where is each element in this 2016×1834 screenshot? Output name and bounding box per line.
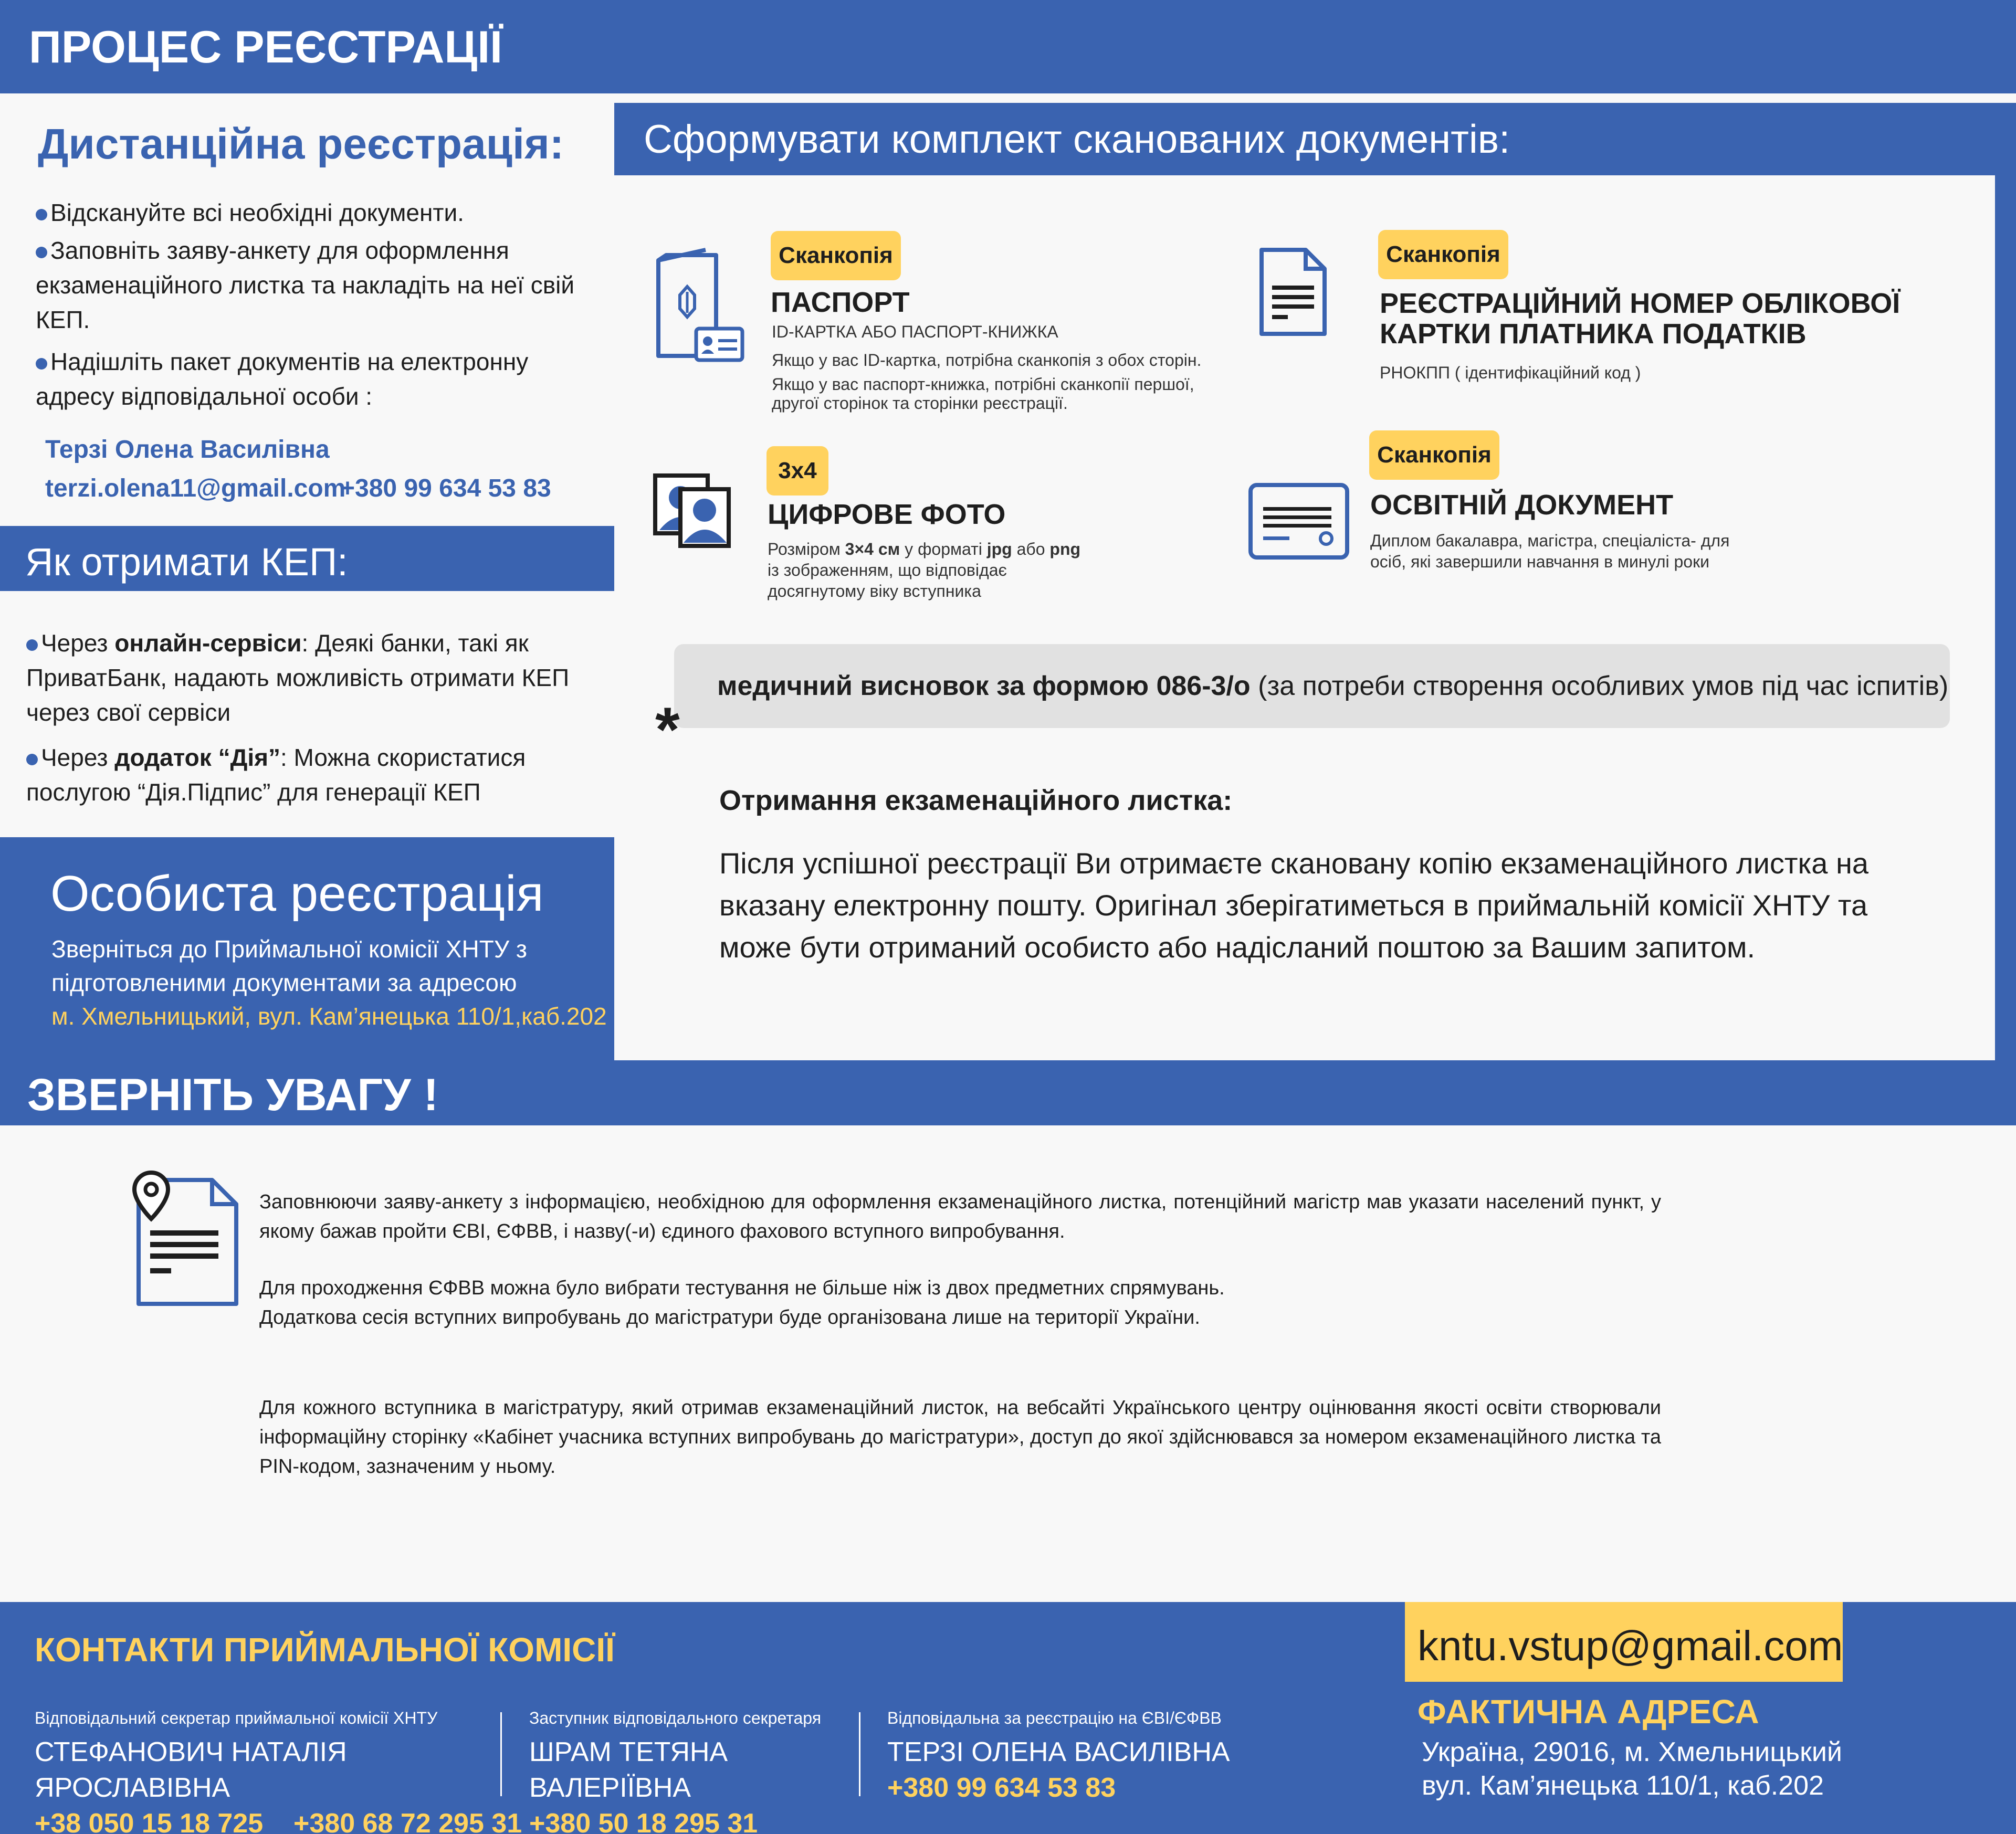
photo-note: Розміром 3×4 см у форматі jpg або png із зображенням, що відповідає досягнутому віку вступника [768, 540, 1081, 600]
exam-sheet-text: Після успішної реєстрації Ви отримаєте скановану копію екзаменаційного листка на вказану електронну пошту. Оригінал зберігатиметься в приймальній комісії ХНТУ та може бути отриманий особисто або надісланий поштою за Вашим запитом. [719, 847, 1869, 964]
tax-subtitle: РНОКПП ( ідентифікаційний код ) [1380, 363, 1641, 382]
list-item: Через додаток “Дія”: Можна скористатися послугою “Дія.Підпис” для генерації КЕП [26, 744, 526, 806]
personal-text: Зверніться до Приймальної комісії ХНТУ з підготовленими документами за адресою [51, 935, 527, 996]
passport-title: ПАСПОРТ [771, 287, 910, 318]
passport-note-1: Якщо у вас ID-картка, потрібна сканкопія з обох сторін. [772, 351, 1202, 370]
contact-role: Заступник відповідального секретаря [529, 1709, 822, 1727]
attention-paragraph-1: Заповнюючи заяву-анкету з інформацією, необхідною для оформлення екзаменаційного листка, потенційний магістр мав указати населений пункт, у якому бажав пройти ЄВІ, ЄФВВ, і назву(-и) єдиного фахового вступного випробування. [259, 1191, 1661, 1242]
contact-person-name: СТЕФАНОВИЧ НАТАЛІЯ ЯРОСЛАВІВНА [35, 1737, 347, 1803]
kep-list [26, 626, 583, 809]
personal-heading: Особиста реєстрація [50, 866, 544, 922]
exam-sheet-heading: Отримання екзаменаційного листка: [719, 785, 1233, 816]
personal-address: м. Хмельницький, вул. Кам’янецька 110/1,каб.202 [51, 1003, 607, 1030]
remote-heading: Дистанційна реєстрація: [38, 120, 564, 168]
education-note: Диплом бакалавра, магістра, спеціаліста- для осіб, які завершили навчання в минулі роки [1370, 531, 1730, 571]
contact-name: Терзі Олена Василівна [45, 436, 330, 463]
list-item: Через онлайн-сервіси: Деякі банки, такі як ПриватБанк, надають можливість отримати КЕП через свої сервіси [26, 629, 570, 726]
list-item: Відскануйте всі необхідні документи. [36, 195, 592, 230]
remote-list [36, 195, 592, 414]
bullet-icon [26, 754, 38, 765]
bullet-icon [26, 639, 38, 651]
scan-badge: Сканкопія [1369, 430, 1499, 480]
attention-paragraph-3: Для кожного вступника в магістратуру, який отримав екзаменаційний листок, на вебсайті Українського центру оцінювання якості освіти створювали інформаційну сторінку «Кабінет учасника вступних випробувань до магістратури», доступ до якої здійснювався за номером екзаменаційного листка та PIN-кодом, зазначеним у ньому. [259, 1397, 1661, 1478]
contact-person-phone[interactable]: +38 050 15 18 725 +380 68 72 295 31 [35, 1808, 522, 1834]
document-icon [1257, 246, 1329, 338]
address-line-2: вул. Кам’янецька 110/1, каб.202 [1422, 1770, 1824, 1801]
contact-person-name: ТЕРЗІ ОЛЕНА ВАСИЛІВНА [887, 1737, 1230, 1767]
contact-role: Відповідальна за реєстрацію на ЄВІ/ЄФВВ [887, 1709, 1222, 1727]
page-title: ПРОЦЕС РЕЄСТРАЦІЇ [29, 22, 502, 72]
tax-title-line-2: КАРТКИ ПЛАТНИКА ПОДАТКІВ [1380, 318, 1807, 350]
footer-divider [500, 1712, 502, 1796]
photo-icon [650, 471, 734, 550]
footer-heading: КОНТАКТИ ПРИЙМАЛЬНОЇ КОМІСІЇ [35, 1631, 615, 1669]
address-heading: ФАКТИЧНА АДРЕСА [1418, 1693, 1759, 1731]
scan-badge: Сканкопія [1378, 230, 1508, 279]
admissions-email[interactable]: kntu.vstup@gmail.com [1418, 1622, 1843, 1669]
contact-person-phone[interactable]: +380 50 18 295 31 [529, 1808, 758, 1834]
passport-note-2: Якщо у вас паспорт-книжка, потрібні сканкопії першої, другої сторінок та сторінки реєстрації. [772, 375, 1194, 413]
contact-card [35, 1706, 522, 1834]
list-item: Заповніть заяву-анкету для оформлення екзаменаційного листка та накладіть на неї свій КЕП. [36, 237, 575, 333]
attention-paragraph-2b: Додаткова сесія вступних випробувань до магістратури буде організована лише на території України. [259, 1306, 1200, 1329]
contact-card [887, 1706, 1360, 1806]
contact-person-phone[interactable]: +380 99 634 53 83 [887, 1773, 1116, 1803]
documents-frame-right [1995, 103, 2016, 1060]
contact-card [529, 1706, 865, 1834]
bullet-icon [36, 247, 47, 258]
passport-subtitle: ID-КАРТКА АБО ПАСПОРТ-КНИЖКА [772, 322, 1058, 341]
photo-title: ЦИФРОВЕ ФОТО [768, 499, 1006, 530]
bullet-icon [36, 358, 47, 370]
medical-note: медичний висновок за формою 086-3/о (за потреби створення особливих умов під час іспитів) [717, 671, 1949, 701]
contact-phone[interactable]: +380 99 634 53 83 [340, 475, 551, 502]
list-item: Надішліть пакет документів на електронну адресу відповідальної особи : [36, 348, 529, 410]
photo-badge: 3x4 [766, 446, 828, 496]
document-location-icon [128, 1168, 249, 1310]
address-line-1: Україна, 29016, м. Хмельницький [1422, 1737, 1842, 1767]
contact-role: Відповідальний секретар приймальної комісії ХНТУ [35, 1709, 438, 1727]
education-title: ОСВІТНІЙ ДОКУМЕНТ [1370, 489, 1674, 521]
attention-paragraph-2a: Для проходження ЄФВВ можна було вибрати тестування не більше ніж із двох предметних спрямувань. [259, 1277, 1225, 1299]
scan-badge: Сканкопія [771, 231, 901, 280]
footer-divider [859, 1712, 860, 1796]
tax-title-line-1: РЕЄСТРАЦІЙНИЙ НОМЕР ОБЛІКОВОЇ [1380, 288, 1900, 319]
bullet-icon [36, 209, 47, 220]
asterisk-mark: * [655, 694, 680, 765]
kep-heading: Як отримати КЕП: [25, 540, 348, 584]
diploma-icon [1247, 482, 1350, 561]
attention-heading: ЗВЕРНІТЬ УВАГУ ! [27, 1070, 439, 1120]
contact-email[interactable]: terzi.olena11@gmail.com [45, 475, 346, 502]
contact-person-name: ШРАМ ТЕТЯНА ВАЛЕРІЇВНА [529, 1737, 728, 1803]
documents-heading: Сформувати комплект сканованих документів: [644, 117, 1510, 162]
passport-icon [653, 246, 747, 365]
